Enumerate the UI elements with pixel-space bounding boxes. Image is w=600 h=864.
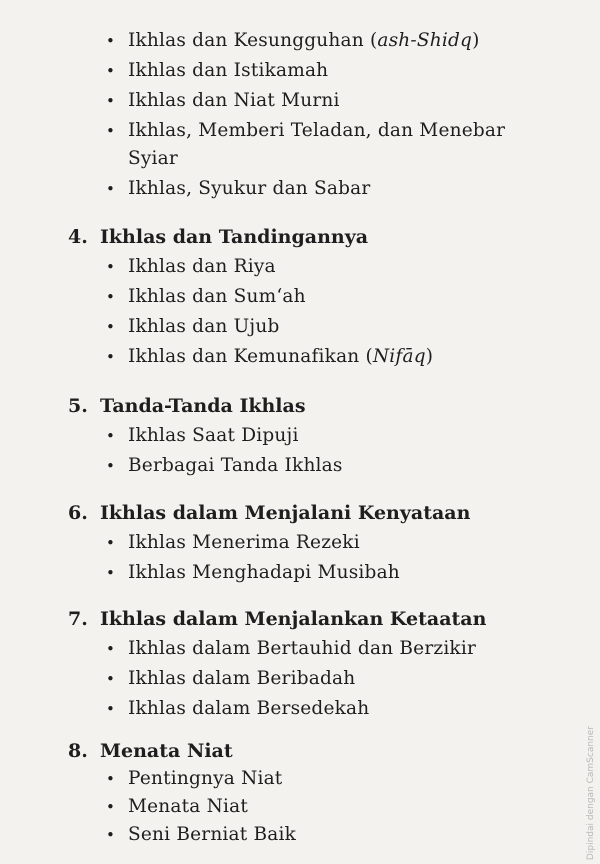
bullet: • (106, 318, 115, 336)
bullet: • (106, 640, 115, 658)
chapter-title: Tanda-Tanda Ikhlas (100, 395, 306, 417)
item-title: Seni Berniat Baik (128, 824, 297, 845)
bullet: • (106, 288, 115, 306)
item-title: Ikhlas dalam Bertauhid dan Berzikir (128, 638, 477, 659)
bullet: • (106, 798, 115, 816)
item-title: Ikhlas dan Sum‘ah (128, 286, 306, 307)
chapter-title: Menata Niat (100, 740, 233, 762)
item-title: Ikhlas dan Riya (128, 256, 276, 277)
item-title: Ikhlas dan Niat Murni (128, 90, 340, 111)
chapter-title: Ikhlas dalam Menjalankan Ketaatan (100, 608, 487, 630)
item-title: Ikhlas Menerima Rezeki (128, 532, 360, 553)
chapter-number: 5. (68, 395, 88, 417)
item-title: Ikhlas dalam Bersedekah (128, 698, 370, 719)
bullet: • (106, 62, 115, 80)
bullet: • (106, 180, 115, 198)
bullet: • (106, 826, 115, 844)
bullet: • (106, 427, 115, 445)
item-title: Ikhlas, Memberi Teladan, dan Menebar (128, 120, 506, 141)
bullet: • (106, 770, 115, 788)
bullet: • (106, 92, 115, 110)
bullet: • (106, 534, 115, 552)
item-title: Menata Niat (128, 796, 248, 817)
item-title: Ikhlas dan Istikamah (128, 60, 329, 81)
bullet: • (106, 700, 115, 718)
bullet: • (106, 564, 115, 582)
bullet: • (106, 457, 115, 475)
bullet: • (106, 32, 115, 50)
item-title: Berbagai Tanda Ikhlas (128, 455, 343, 476)
chapter-title: Ikhlas dalam Menjalani Kenyataan (100, 502, 471, 524)
chapter-number: 4. (68, 226, 88, 248)
chapter-title: Ikhlas dan Tandingannya (100, 226, 369, 248)
item-title: Ikhlas Menghadapi Musibah (128, 562, 400, 583)
item-title: Ikhlas dan Kesungguhan (ash-Shidq) (128, 30, 480, 51)
item-title-continued: Syiar (128, 148, 178, 169)
item-title: Ikhlas, Syukur dan Sabar (128, 178, 371, 199)
item-title: Pentingnya Niat (128, 768, 283, 789)
bullet: • (106, 258, 115, 276)
bullet: • (106, 122, 115, 140)
chapter-number: 6. (68, 502, 88, 524)
scanner-watermark: Dipindai dengan CamScanner (586, 725, 596, 860)
item-title: Ikhlas dan Kemunafikan (Nifāq) (128, 346, 434, 367)
item-title: Ikhlas dalam Beribadah (128, 668, 356, 689)
item-title: Ikhlas dan Ujub (128, 316, 280, 337)
bullet: • (106, 670, 115, 688)
chapter-number: 8. (68, 740, 88, 762)
bullet: • (106, 348, 115, 366)
item-title: Ikhlas Saat Dipuji (128, 425, 299, 446)
chapter-number: 7. (68, 608, 88, 630)
